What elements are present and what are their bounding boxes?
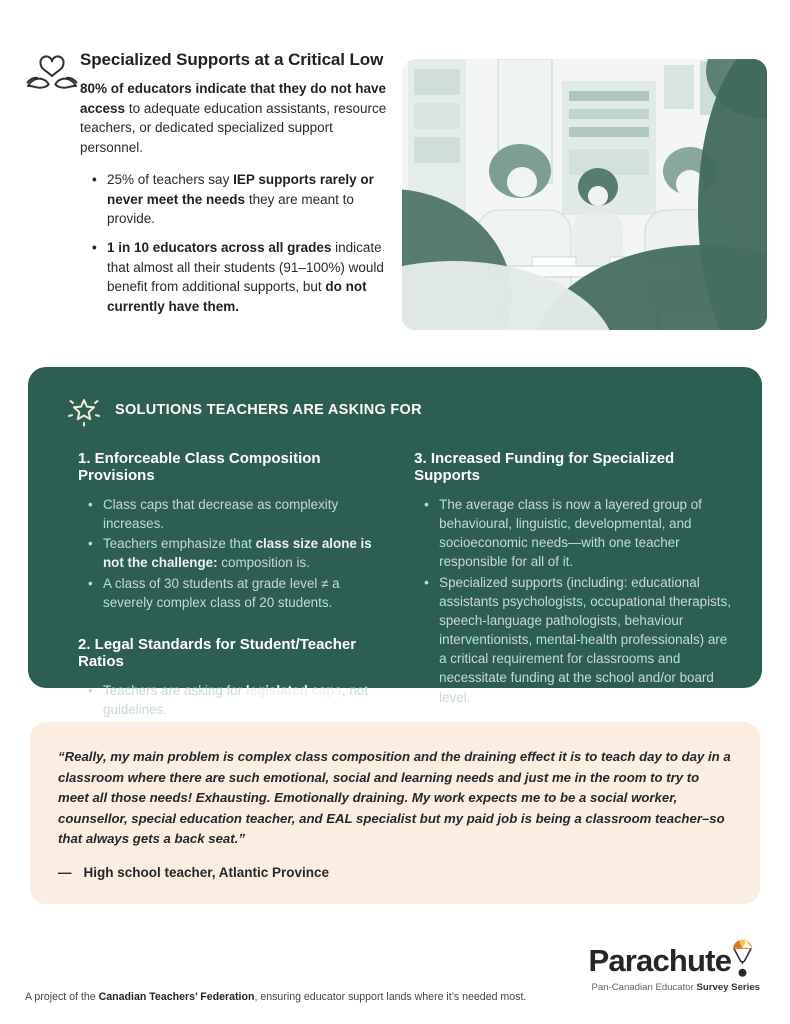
bullet-text: they are meant to provide. [107,191,354,227]
intro-bullet-list [92,170,392,316]
list-item [424,495,736,572]
bullet-text: A class of 30 students at grade level ≠ a severely complex class of 20 students. [103,575,340,610]
credit-org-bold: Canadian Teachers’ Federation [98,991,255,1003]
intro-heading: Specialized Supports at a Critical Low [80,50,384,69]
solution-2-title: 2. Legal Standards for Student/Teacher Ratios [78,635,357,670]
solution-3-title: 3. Increased Funding for Specialized Supports [414,450,675,484]
bullet-text: The average class is now a layered group of behavioural, linguistic, developmental, and socioeconomic needs—with one teacher responsible for all of it. [439,497,702,570]
parachute-logo [588,940,760,993]
solutions-title: SOLUTIONS TEACHERS ARE ASKING FOR [115,402,422,418]
bullet-text-bold: do not currently have them. [107,279,367,314]
attribution-dash: — [58,864,72,880]
solutions-column-2 [414,450,736,740]
bullet-text: Teachers are asking for [103,682,246,698]
bullet-text: Class caps that decrease as complexity increases. [103,497,339,532]
logo-tagline [588,982,760,993]
quote-panel [30,722,760,904]
credit-text: A project of the [25,991,99,1003]
solutions-header [28,367,762,428]
bullet-text-bold: IEP supports rarely or never meet the needs [107,172,374,207]
bullet-text-bold: class size alone is not the challenge: [103,536,372,571]
credit-text: , ensuring educator support lands where it’s needed most. [254,991,527,1003]
solution-1-list [88,495,392,612]
list-item [88,534,392,572]
bullet-text: indicate that almost all their students (91–100%) would benefit from additional supports, but [107,239,384,295]
list-item [88,574,392,612]
intro-bullet-2 [92,238,392,316]
list-item [88,495,392,533]
intro-lead [80,79,392,157]
parachute-wordmark-row [588,940,760,982]
list-item [424,573,736,707]
classroom-photo-art [402,59,767,330]
bullet-text-bold: 1 in 10 educators across all grades [107,239,332,255]
intro-lead-rest: to adequate education assistants, resource teachers, or dedicated specialized support personnel. [80,100,387,155]
attribution-text: High school teacher, Atlantic Province [83,864,330,880]
intro-bullet-1 [92,170,392,229]
bullet-text: Specialized supports (including: educational assistants psychologists, occupational therapists, speech-language pathologists, behaviour interventionists, mental-health professionals) are a critical requirement for classrooms and necessitate funding at the school and/or board level. [439,574,731,705]
list-item [88,681,392,719]
parachute-wordmark: Parachute [588,943,732,978]
bullet-text: Teachers emphasize that [103,536,256,552]
bullet-text: , not guidelines. [103,682,368,718]
footer-credit [25,991,526,1003]
intro-section [80,50,392,325]
solutions-columns [28,428,762,740]
solutions-panel [28,367,762,718]
hands-holding-heart-icon [25,48,79,96]
bullet-text: composition is. [217,555,310,571]
classroom-photo [402,59,767,330]
solution-3-list [424,495,736,707]
intro-lead-bold: 80% of educators indicate that they do not have access [80,81,387,116]
sparkle-star-icon [66,392,102,428]
parachute-exclamation-icon [732,936,753,980]
quote-text: “Really, my main problem is complex class composition and the draining effect it is to teach day to day in a classroom where there are such emotional, social and learning needs and just me in the room to try to meet all those needs! Exhausting. Emotionally draining. My work expects me to be a social worker, counsellor, special education teacher, and EAL specialist but my paid job is being a classroom teacher–so that always gets a back seat.” [58,749,731,847]
tagline-text: Pan-Canadian Educator [591,981,697,993]
bullet-text: 25% of teachers say [107,172,234,188]
tagline-bold: Survey Series [696,981,760,993]
solutions-column-1 [78,450,392,740]
solution-1-title: 1. Enforceable Class Composition Provisions [78,450,321,484]
quote-attribution [58,865,732,880]
bullet-text-bold: legislated caps [245,682,342,698]
